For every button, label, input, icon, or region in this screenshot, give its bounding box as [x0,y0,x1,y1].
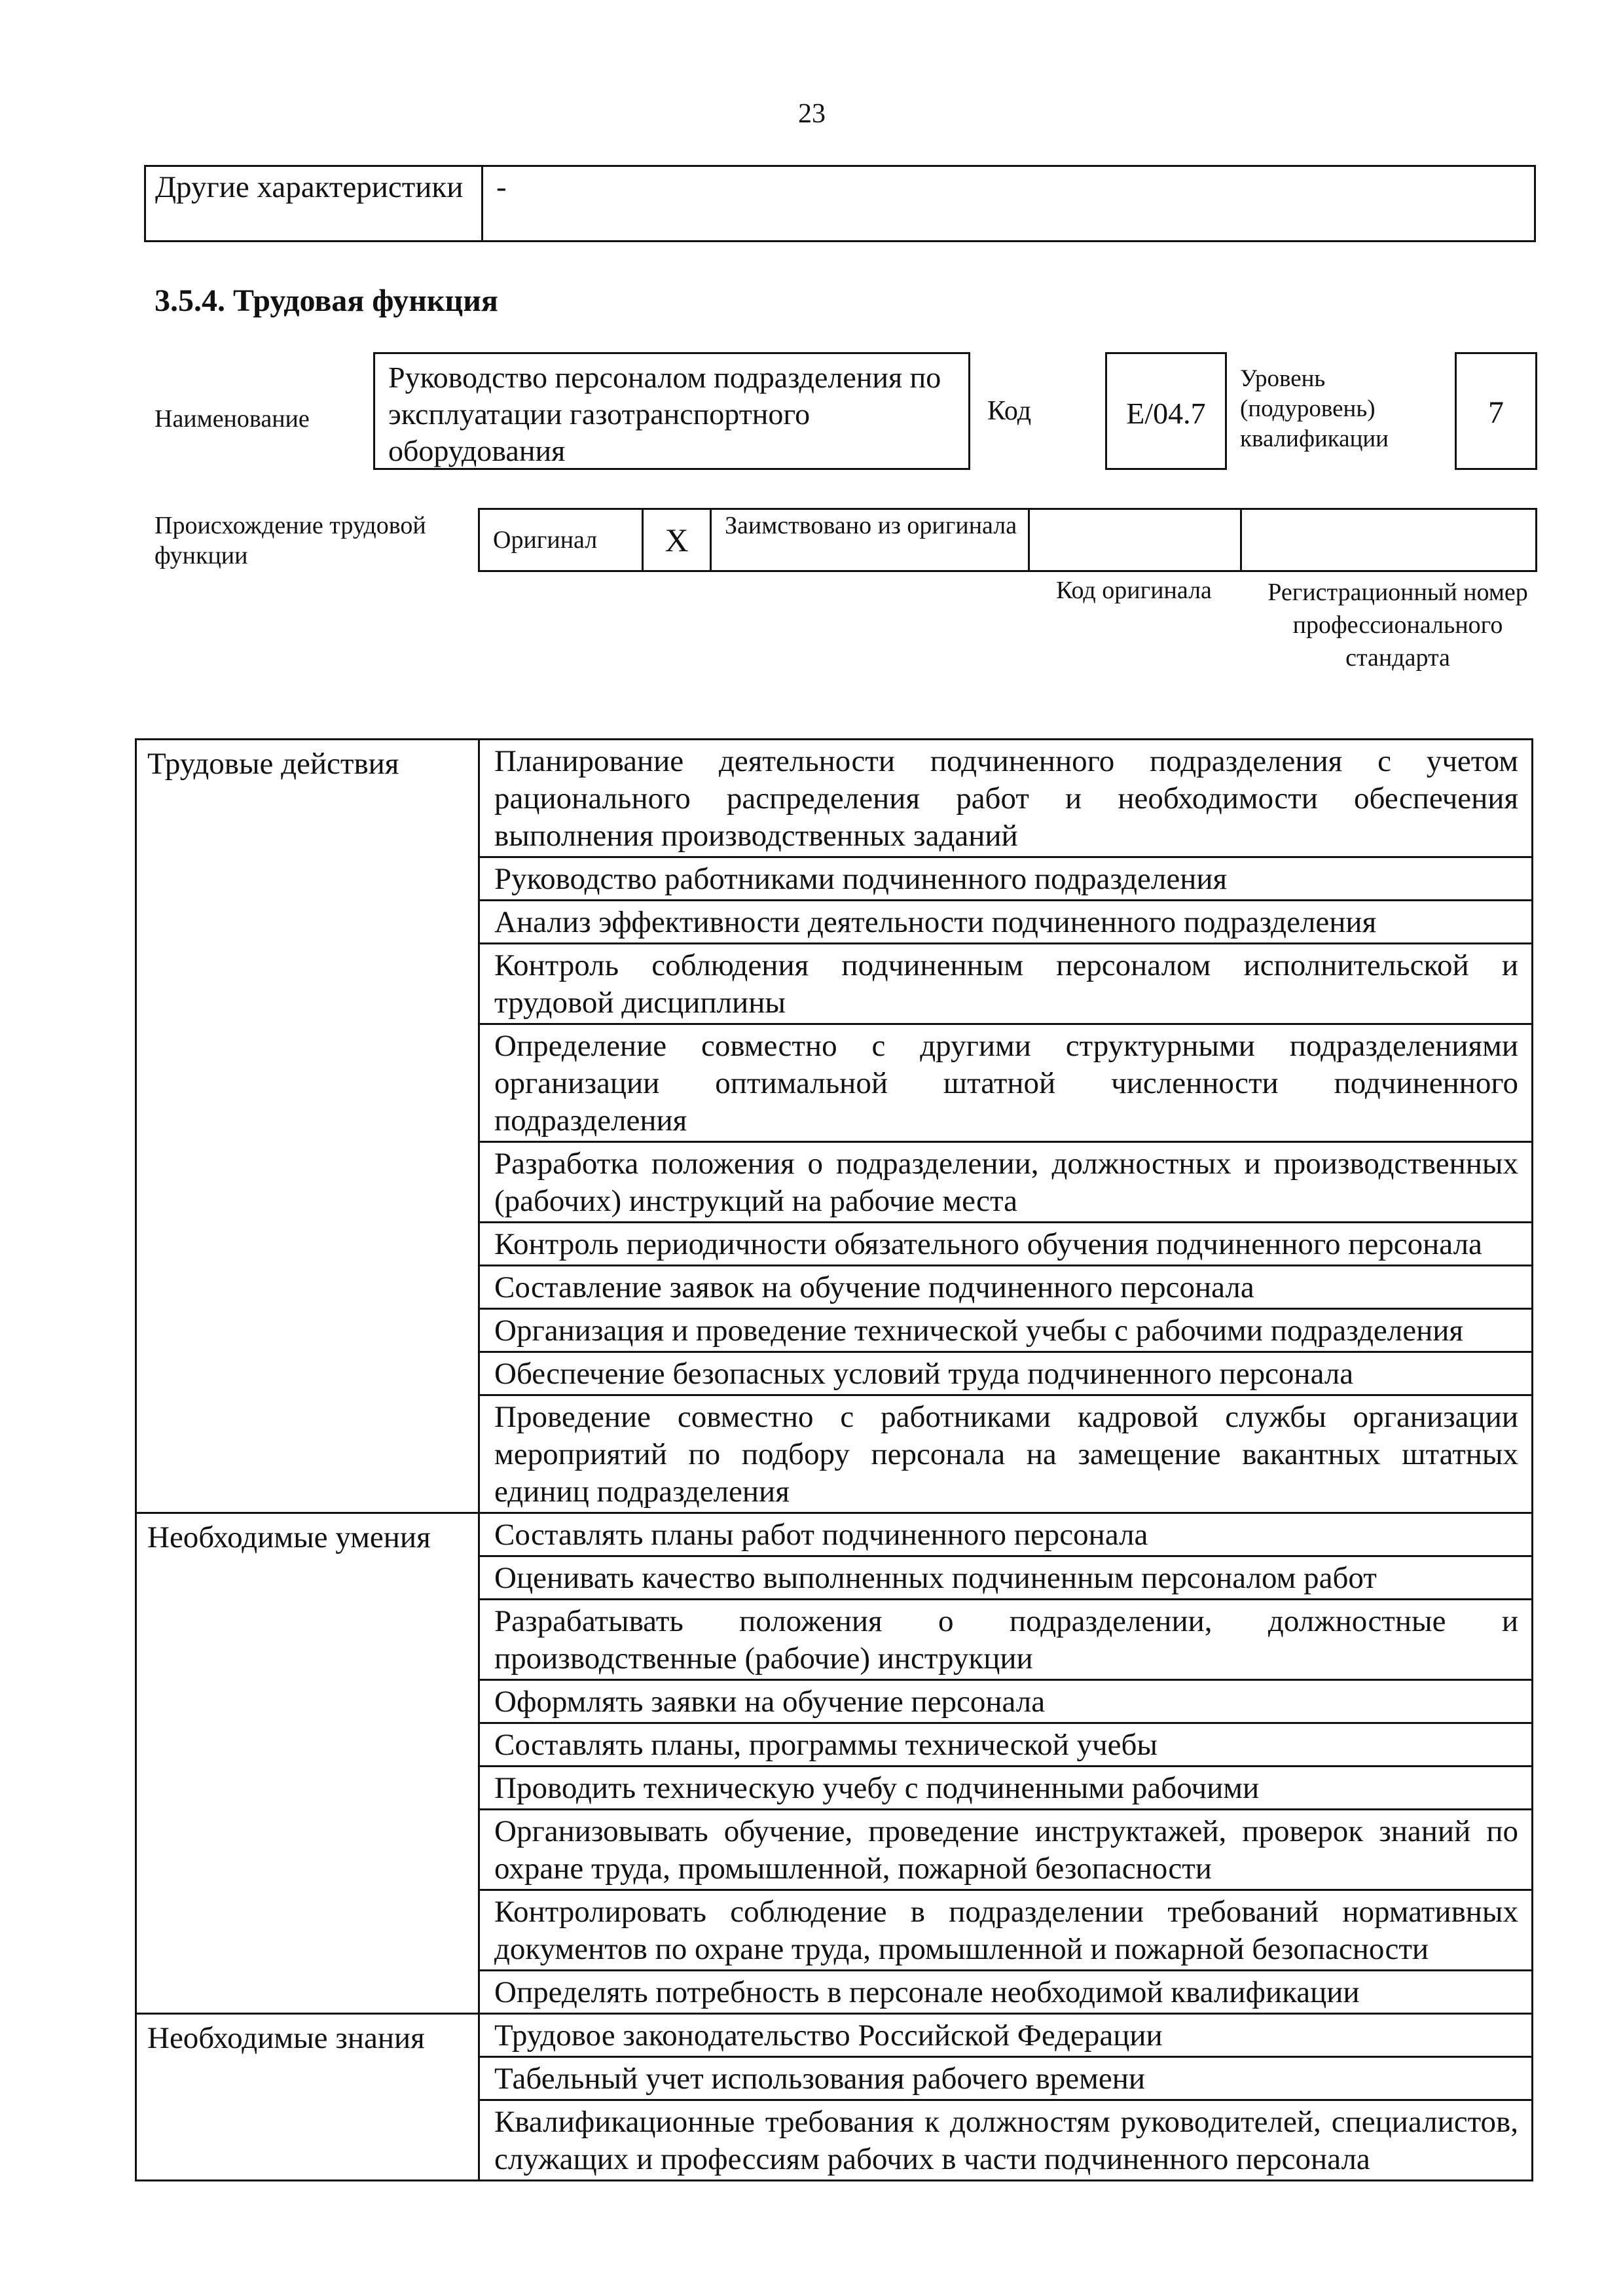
section-item: Составлять планы работ подчиненного персонала [479,1513,1533,1556]
section-item: Табельный учет использования рабочего времени [479,2057,1533,2100]
name-label: Наименование [155,405,310,433]
level-label: Уровень (подуровень) квалификации [1240,365,1389,452]
code-label: Код [987,396,1032,426]
original-mark-cell: X [643,509,711,571]
origin-label: Происхождение трудовой функции [155,512,426,569]
section-item: Определение совместно с другими структурными подразделениями организации оптимальной штатной численности подчиненного подразделения [479,1024,1533,1142]
section-item: Анализ эффективности деятельности подчиненного подразделения [479,901,1533,944]
name-value: Руководство персоналом подразделения по эксплуатации газотранспортного оборудования [388,361,941,467]
level-value-box [1455,352,1537,470]
level-value: 7 [1488,395,1504,430]
section-item: Оформлять заявки на обучение персонала [479,1680,1533,1723]
name-value-box [373,352,970,470]
section-item: Составление заявок на обучение подчиненного персонала [479,1266,1533,1309]
page-number: 23 [798,99,826,129]
section-item: Оценивать качество выполненных подчиненным персоналом работ [479,1556,1533,1600]
section-item: Проводить техническую учебу с подчиненными рабочими [479,1767,1533,1810]
section-item: Планирование деятельности подчиненного подразделения с учетом рационального распределения работ и необходимости обеспечения выполнения производственных заданий [479,740,1533,857]
section-item: Организация и проведение технической учебы с рабочими подразделения [479,1309,1533,1352]
main-table [135,738,1533,2181]
section-item: Организовывать обучение, проведение инструктажей, проверок знаний по охране труда, промышленной, пожарной безопасности [479,1810,1533,1890]
borrowed-label-cell: Заимствовано из оригинала [711,509,1029,571]
table-row [136,740,1533,857]
section-item: Проведение совместно с работниками кадровой службы организации мероприятий по подбору персонала на замещение вакантных штатных единиц подразделения [479,1395,1533,1513]
section-item: Трудовое законодательство Российской Федерации [479,2014,1533,2057]
code-value-box [1105,352,1227,470]
section-item: Контролировать соблюдение в подразделении требований нормативных документов по охране труда, промышленной и пожарной безопасности [479,1890,1533,1971]
table-row [136,1513,1533,1556]
section-item: Контроль соблюдения подчиненным персоналом исполнительской и трудовой дисциплины [479,944,1533,1024]
table-row [136,2014,1533,2057]
section-label: Необходимые знания [136,2014,479,2181]
other-characteristics-table [144,165,1536,242]
section-item: Квалификационные требования к должностям руководителей, специалистов, служащих и профессиям рабочих в части подчиненного персонала [479,2100,1533,2181]
section-label: Необходимые умения [136,1513,479,2014]
section-title: 3.5.4. Трудовая функция [155,283,498,318]
section-item: Разработка положения о подразделении, должностных и производственных (рабочих) инструкций на рабочие места [479,1142,1533,1223]
section-item: Контроль периодичности обязательного обучения подчиненного персонала [479,1223,1533,1266]
section-item: Обеспечение безопасных условий труда подчиненного персонала [479,1352,1533,1395]
other-characteristics-label: Другие характеристики [145,166,483,242]
original-code-cell [1029,509,1241,571]
origin-table [478,508,1537,572]
section-item: Руководство работниками подчиненного подразделения [479,857,1533,901]
reg-number-cell [1241,509,1537,571]
original-label-cell: Оригинал [479,509,643,571]
code-original-caption: Код оригинала [1056,577,1212,604]
section-item: Определять потребность в персонале необходимой квалификации [479,1971,1533,2014]
section-item: Разрабатывать положения о подразделении, должностные и производственные (рабочие) инструкции [479,1600,1533,1680]
reg-number-caption: Регистрационный номер профессионального стандарта [1267,579,1528,672]
code-value: E/04.7 [1126,397,1206,430]
other-characteristics-value: - [483,166,1535,242]
section-label: Трудовые действия [136,740,479,1513]
section-item: Составлять планы, программы технической учебы [479,1723,1533,1767]
